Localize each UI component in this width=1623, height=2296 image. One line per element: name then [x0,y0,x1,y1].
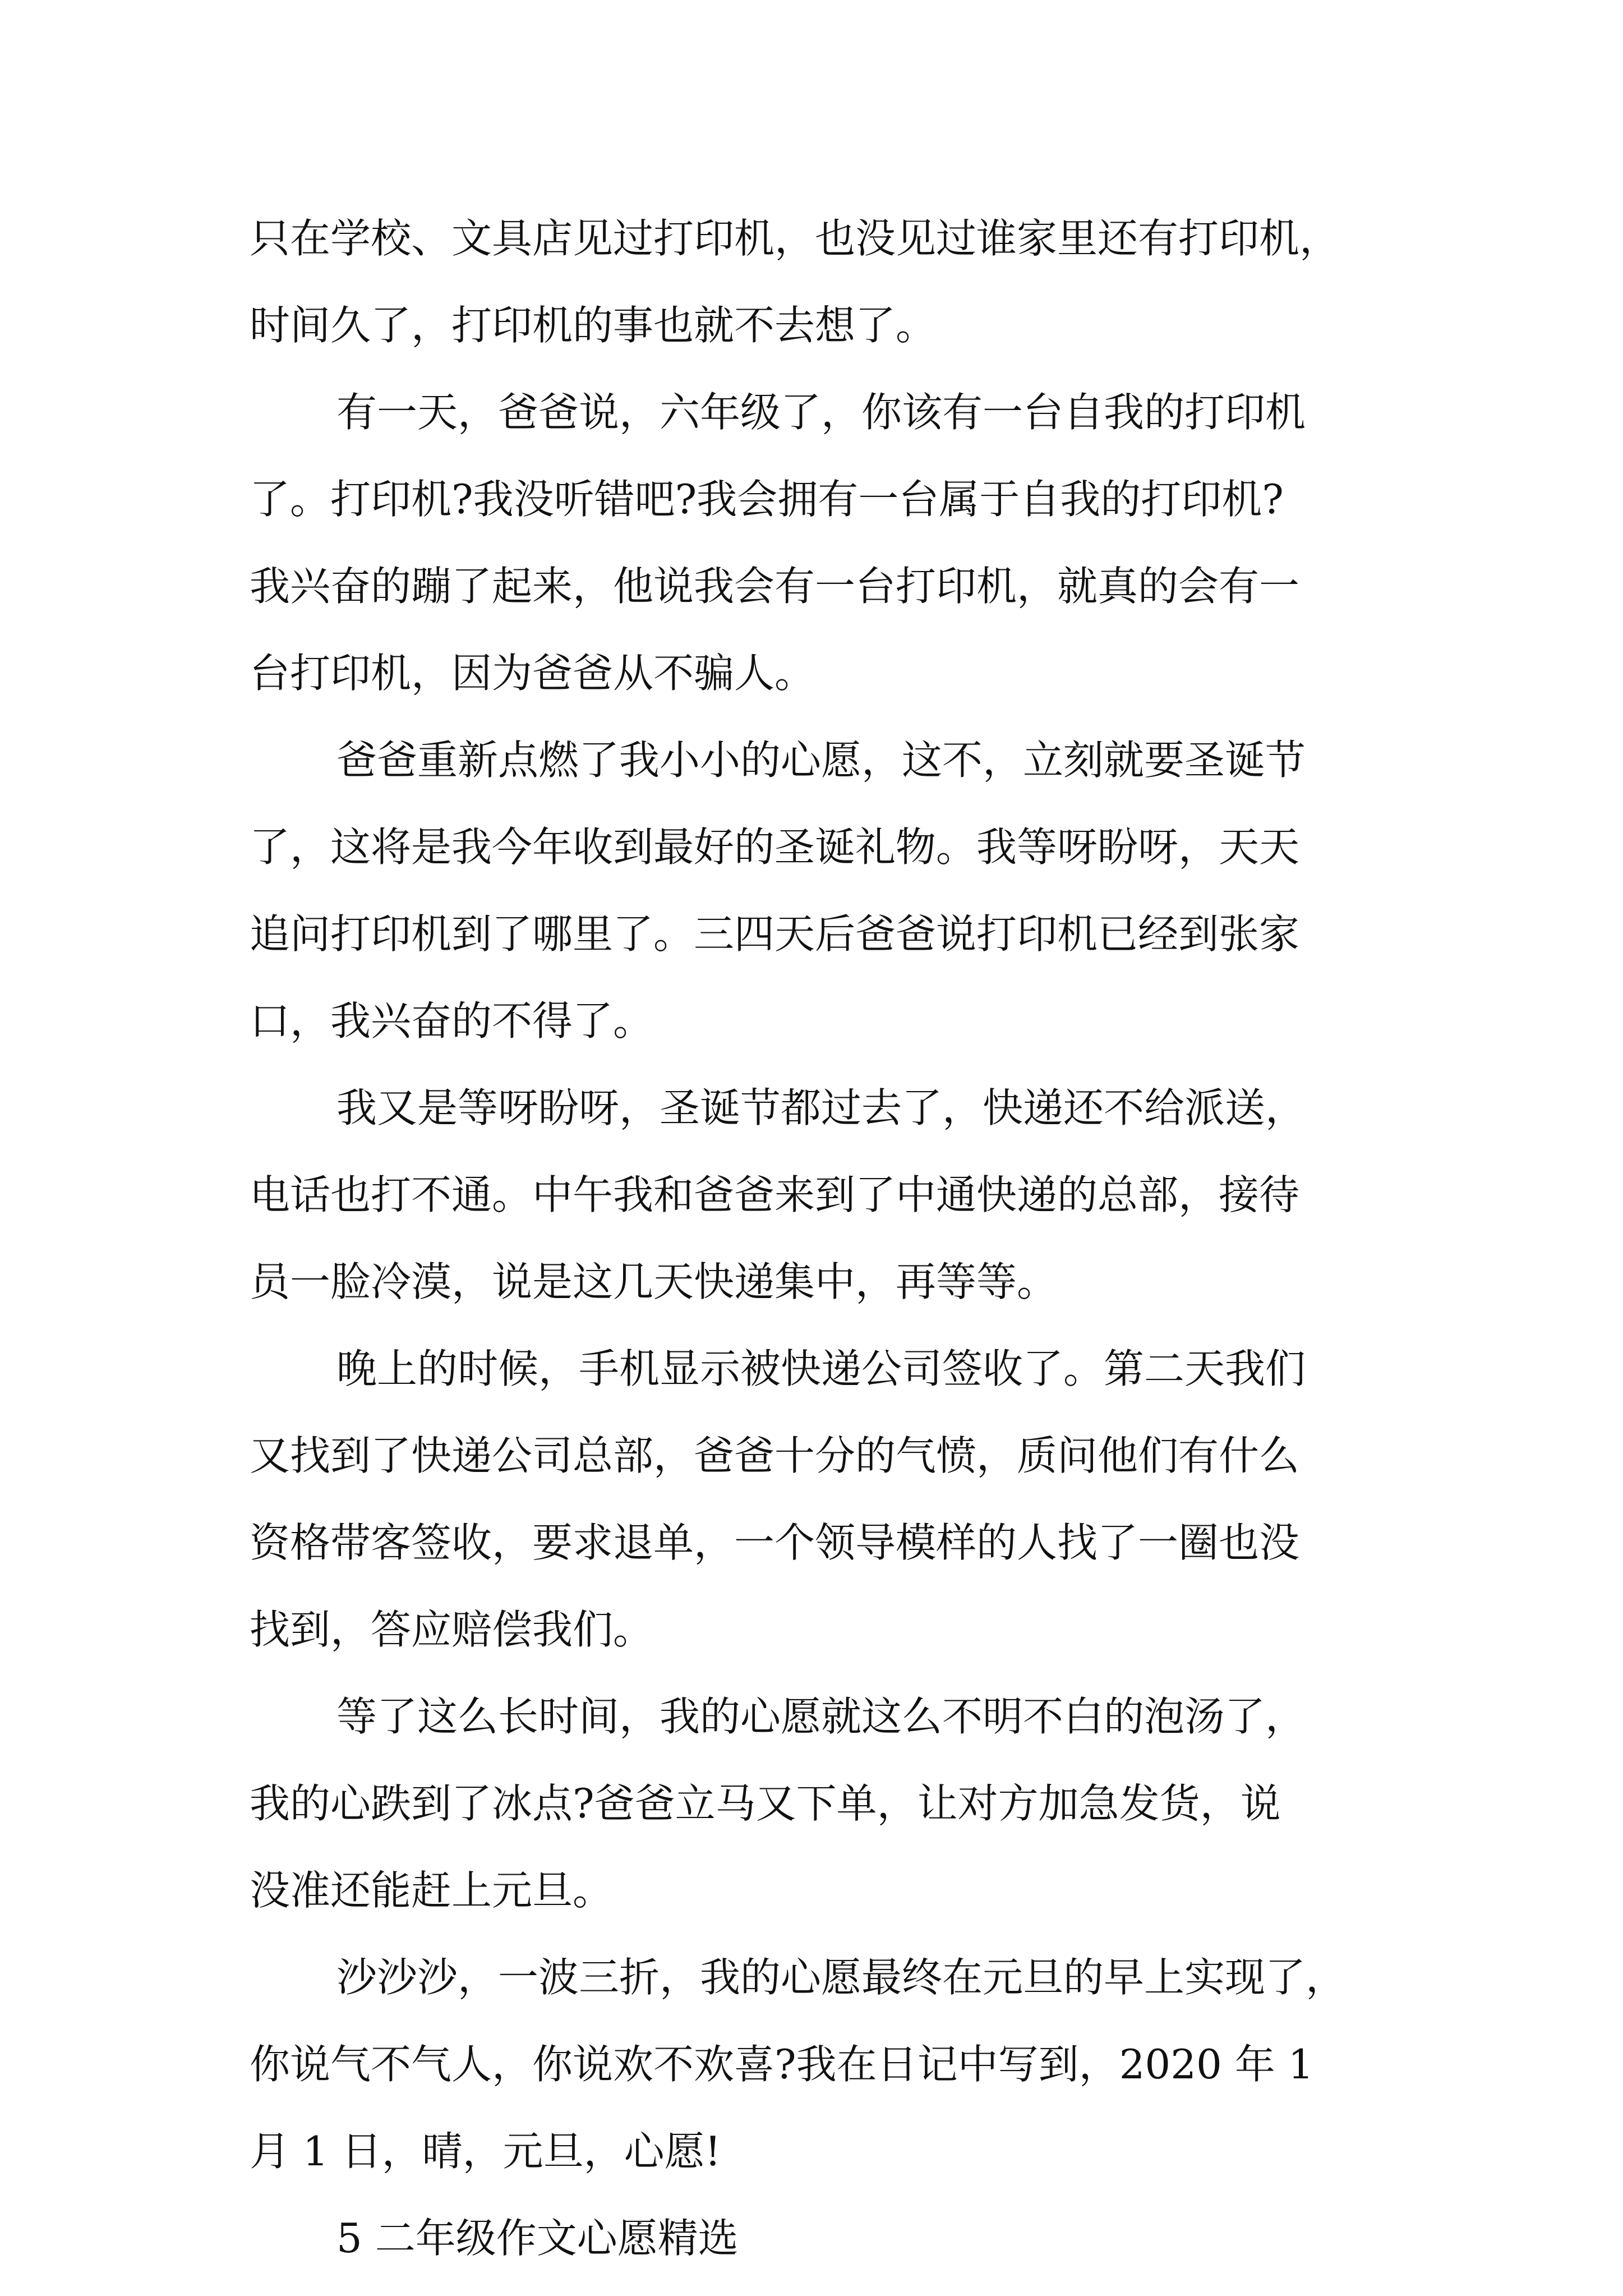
text-line [0,1248,1623,1315]
line-text: 沙沙沙，一波三折，我的心愿最终在元旦的早上实现了， [336,1954,1347,2001]
line-text: 你说气不气人，你说欢不欢喜?我在日记中写到，2020 年 1 [250,2041,1314,2088]
text-line [0,205,1623,272]
line-text: 晚上的时候，手机显示被快递公司签收了。第二天我们 [336,1345,1306,1392]
line-text: 爸爸重新点燃了我小小的心愿，这不，立刻就要圣诞节 [336,737,1306,784]
text-line [0,1857,1623,1924]
text-line [0,726,1623,794]
line-text: 我又是等呀盼呀，圣诞节都过去了，快递还不给派送， [336,1084,1306,1131]
text-line [0,379,1623,446]
text-line [0,1770,1623,1837]
text-line [0,900,1623,968]
text-line [0,2031,1623,2098]
text-line [0,2118,1623,2185]
line-text: 了。打印机?我没听错吧?我会拥有一台属于自我的打印机? [250,476,1284,523]
line-text: 找到，答应赔偿我们。 [250,1606,654,1653]
text-line [0,639,1623,707]
line-text: 有一天，爸爸说，六年级了，你该有一台自我的打印机 [336,389,1306,436]
line-text: 又找到了快递公司总部，爸爸十分的气愤，质问他们有什么 [250,1432,1300,1479]
line-text: 口，我兴奋的不得了。 [250,997,654,1045]
line-text: 电话也打不通。中午我和爸爸来到了中通快递的总部，接待 [250,1171,1300,1218]
line-text: 资格带客签收，要求退单，一个领导模样的人找了一圈也没 [250,1519,1300,1566]
text-line [0,1422,1623,1489]
line-text: 我的心跌到了冰点?爸爸立马又下单，让对方加急发货，说 [250,1780,1281,1827]
line-text: 没准还能赶上元旦。 [250,1867,614,1914]
text-line [0,466,1623,533]
line-text: 只在学校、文具店见过打印机，也没见过谁家里还有打印机， [250,215,1340,262]
text-line [0,987,1623,1055]
line-text: 5 二年级作文心愿精选 [336,2215,739,2262]
line-text: 台打印机，因为爸爸从不骗人。 [250,650,815,697]
text-line [0,1074,1623,1142]
line-text: 了，这将是我今年收到最好的圣诞礼物。我等呀盼呀，天天 [250,823,1300,871]
text-line [0,1944,1623,2011]
text-line [0,2205,1623,2272]
line-text: 员一脸冷漠，说是这几天快递集中，再等等。 [250,1258,1058,1305]
text-line [0,1596,1623,1663]
text-line [0,553,1623,620]
text-line [0,1161,1623,1228]
line-text: 追问打印机到了哪里了。三四天后爸爸说打印机已经到张家 [250,910,1300,958]
line-text: 月 1 日，晴，元旦，心愿! [250,2128,721,2175]
text-line [0,813,1623,881]
text-line [0,1335,1623,1402]
line-text: 等了这么长时间，我的心愿就这么不明不白的泡汤了， [336,1693,1306,1740]
text-line [0,1509,1623,1576]
line-text: 时间久了，打印机的事也就不去想了。 [250,302,937,349]
text-line [0,1683,1623,1750]
text-line [0,292,1623,359]
line-text: 我兴奋的蹦了起来，他说我会有一台打印机，就真的会有一 [250,563,1300,610]
